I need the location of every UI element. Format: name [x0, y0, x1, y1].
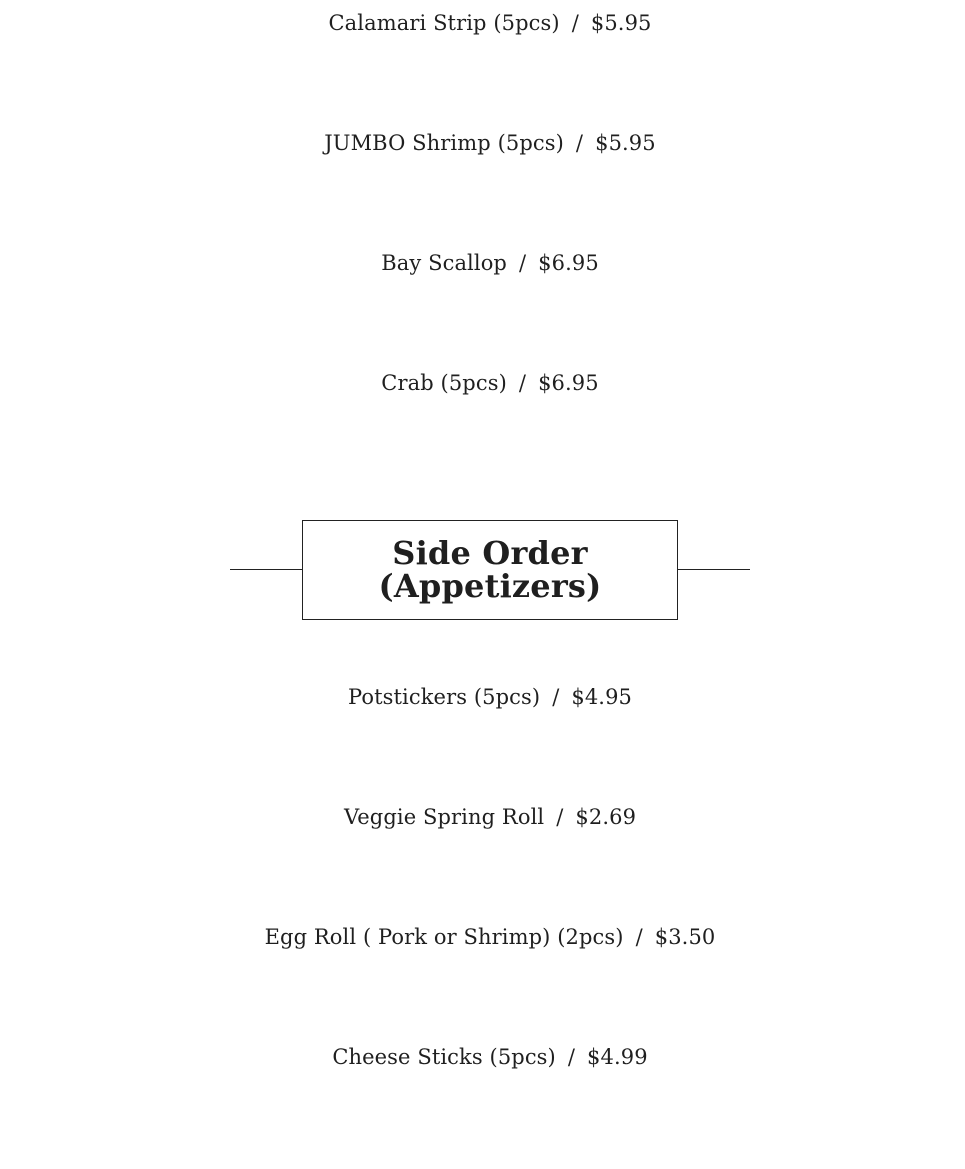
menu-item-price: $6.95	[538, 371, 599, 395]
menu-item-name: Cheese Sticks (5pcs)	[332, 1045, 556, 1069]
menu-item-name: Bay Scallop	[381, 251, 507, 275]
menu-item-price: $6.95	[538, 251, 599, 275]
menu-item-price: $5.95	[595, 131, 656, 155]
menu-item-name: Veggie Spring Roll	[343, 805, 545, 829]
menu-item-separator: /	[567, 1045, 576, 1069]
menu-item-separator: /	[575, 131, 584, 155]
menu-item	[0, 803, 965, 831]
divider-right	[678, 569, 750, 570]
menu-item-price: $2.69	[575, 805, 637, 829]
menu-item-price: $5.95	[590, 11, 652, 35]
menu-item-name: Egg Roll ( Pork or Shrimp) (2pcs)	[264, 925, 624, 949]
menu-item	[0, 249, 965, 277]
menu-item-name: Crab (5pcs)	[381, 371, 507, 395]
menu-item-price: $4.95	[571, 685, 633, 709]
section-title-line1: Side Order	[392, 534, 588, 572]
menu-item-separator: /	[552, 685, 560, 709]
menu-item-separator: /	[518, 371, 527, 395]
menu-item-name: JUMBO Shrimp (5pcs)	[324, 131, 564, 155]
menu-item	[0, 683, 965, 711]
menu-item	[0, 369, 965, 397]
section-title-line2: (Appetizers)	[378, 567, 602, 605]
section-title	[378, 534, 602, 605]
menu-item-separator: /	[556, 805, 564, 829]
menu-item-separator: /	[518, 251, 527, 275]
divider-left	[230, 569, 302, 570]
menu-item-separator: /	[635, 925, 643, 949]
section-header	[230, 520, 750, 620]
menu-item-name: Potstickers (5pcs)	[347, 685, 541, 709]
menu-item-price: $3.50	[654, 925, 716, 949]
menu-item	[0, 9, 965, 37]
menu-item	[0, 1043, 965, 1071]
menu-item-separator: /	[571, 11, 579, 35]
menu-item-name: Calamari Strip (5pcs)	[328, 11, 560, 35]
menu-item-price: $4.99	[587, 1045, 648, 1069]
menu-item	[0, 923, 965, 951]
menu-item	[0, 129, 965, 157]
section-title-box	[302, 520, 678, 620]
